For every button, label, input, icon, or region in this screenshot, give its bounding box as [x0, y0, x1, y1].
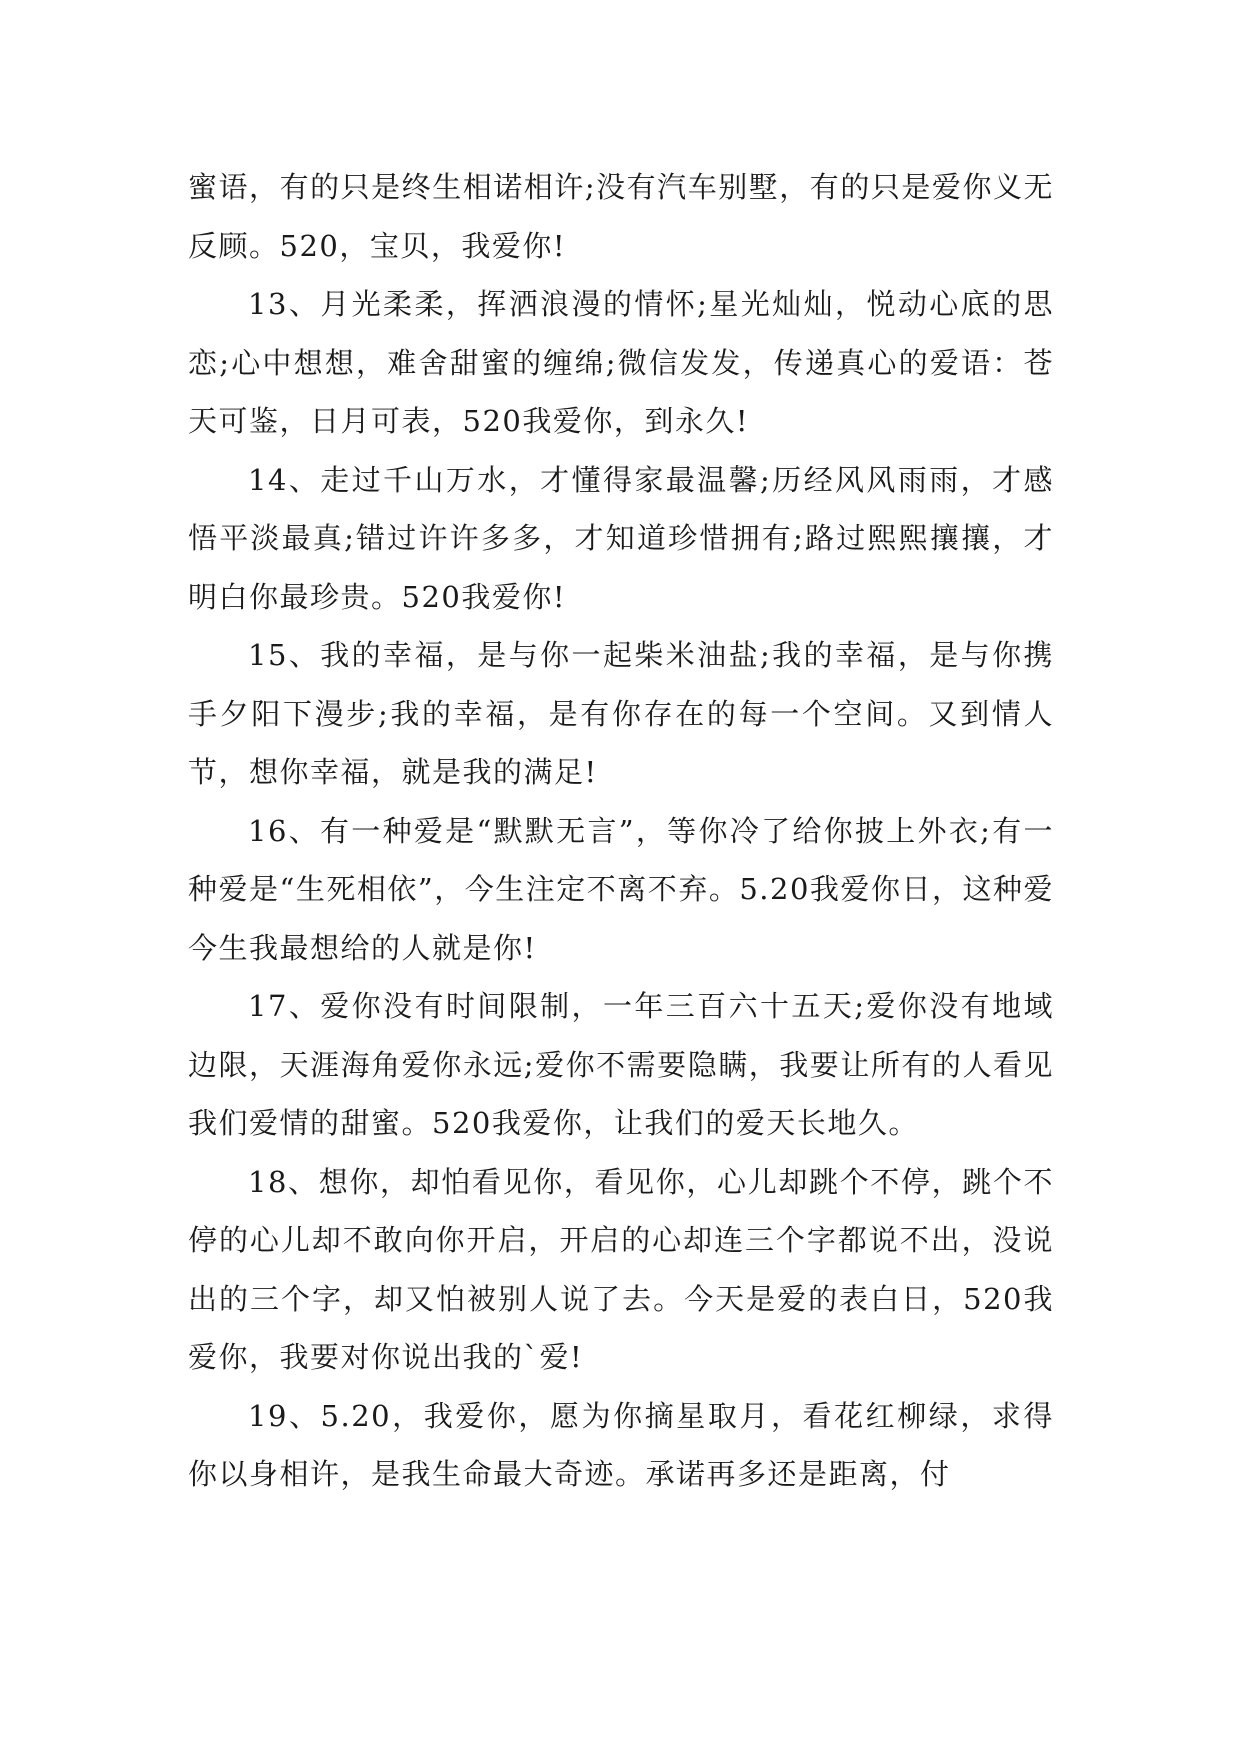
paragraph-14: 14、走过千山万水，才懂得家最温馨;历经风风雨雨，才感悟平淡最真;错过许许多多，才知道珍惜拥有;路过熙熙攘攘，才明白你最珍贵。520我爱你! — [188, 462, 1054, 614]
paragraph-13: 13、月光柔柔，挥洒浪漫的情怀;星光灿灿，悦动心底的思恋;心中想想，难舍甜蜜的缠绵;微信发发，传递真心的爱语：苍天可鉴，日月可表，520我爱你，到永久! — [188, 287, 1054, 438]
paragraph-16: 16、有一种爱是“默默无言”，等你冷了给你披上外衣;有一种爱是“生死相依”，今生注定不离不弃。5.20我爱你日，这种爱今生我最想给的人就是你! — [188, 813, 1054, 965]
paragraph-18: 18、想你，却怕看见你，看见你，心儿却跳个不停，跳个不停的心儿却不敢向你开启，开启的心却连三个字都说不出，没说出的三个字，却又怕被别人说了去。今天是爱的表白日，520我爱你，我要对你说出我的`爱! — [188, 1164, 1054, 1374]
paragraph-17: 17、爱你没有时间限制，一年三百六十五天;爱你没有地域边限，天涯海角爱你永远;爱你不需要隐瞒，我要让所有的人看见我们爱情的甜蜜。520我爱你，让我们的爱天长地久。 — [188, 989, 1054, 1140]
paragraph-12-continued: 蜜语，有的只是终生相诺相许;没有汽车别墅，有的只是爱你义无反顾。520，宝贝，我爱你! — [188, 170, 1054, 263]
paragraph-15: 15、我的幸福，是与你一起柴米油盐;我的幸福，是与你携手夕阳下漫步;我的幸福，是有你存在的每一个空间。又到情人节，想你幸福，就是我的满足! — [188, 638, 1054, 789]
document-body — [188, 158, 1054, 1504]
paragraph-19: 19、5.20，我爱你，愿为你摘星取月，看花红柳绿，求得你以身相许，是我生命最大奇迹。承诺再多还是距离，付 — [188, 1398, 1054, 1491]
